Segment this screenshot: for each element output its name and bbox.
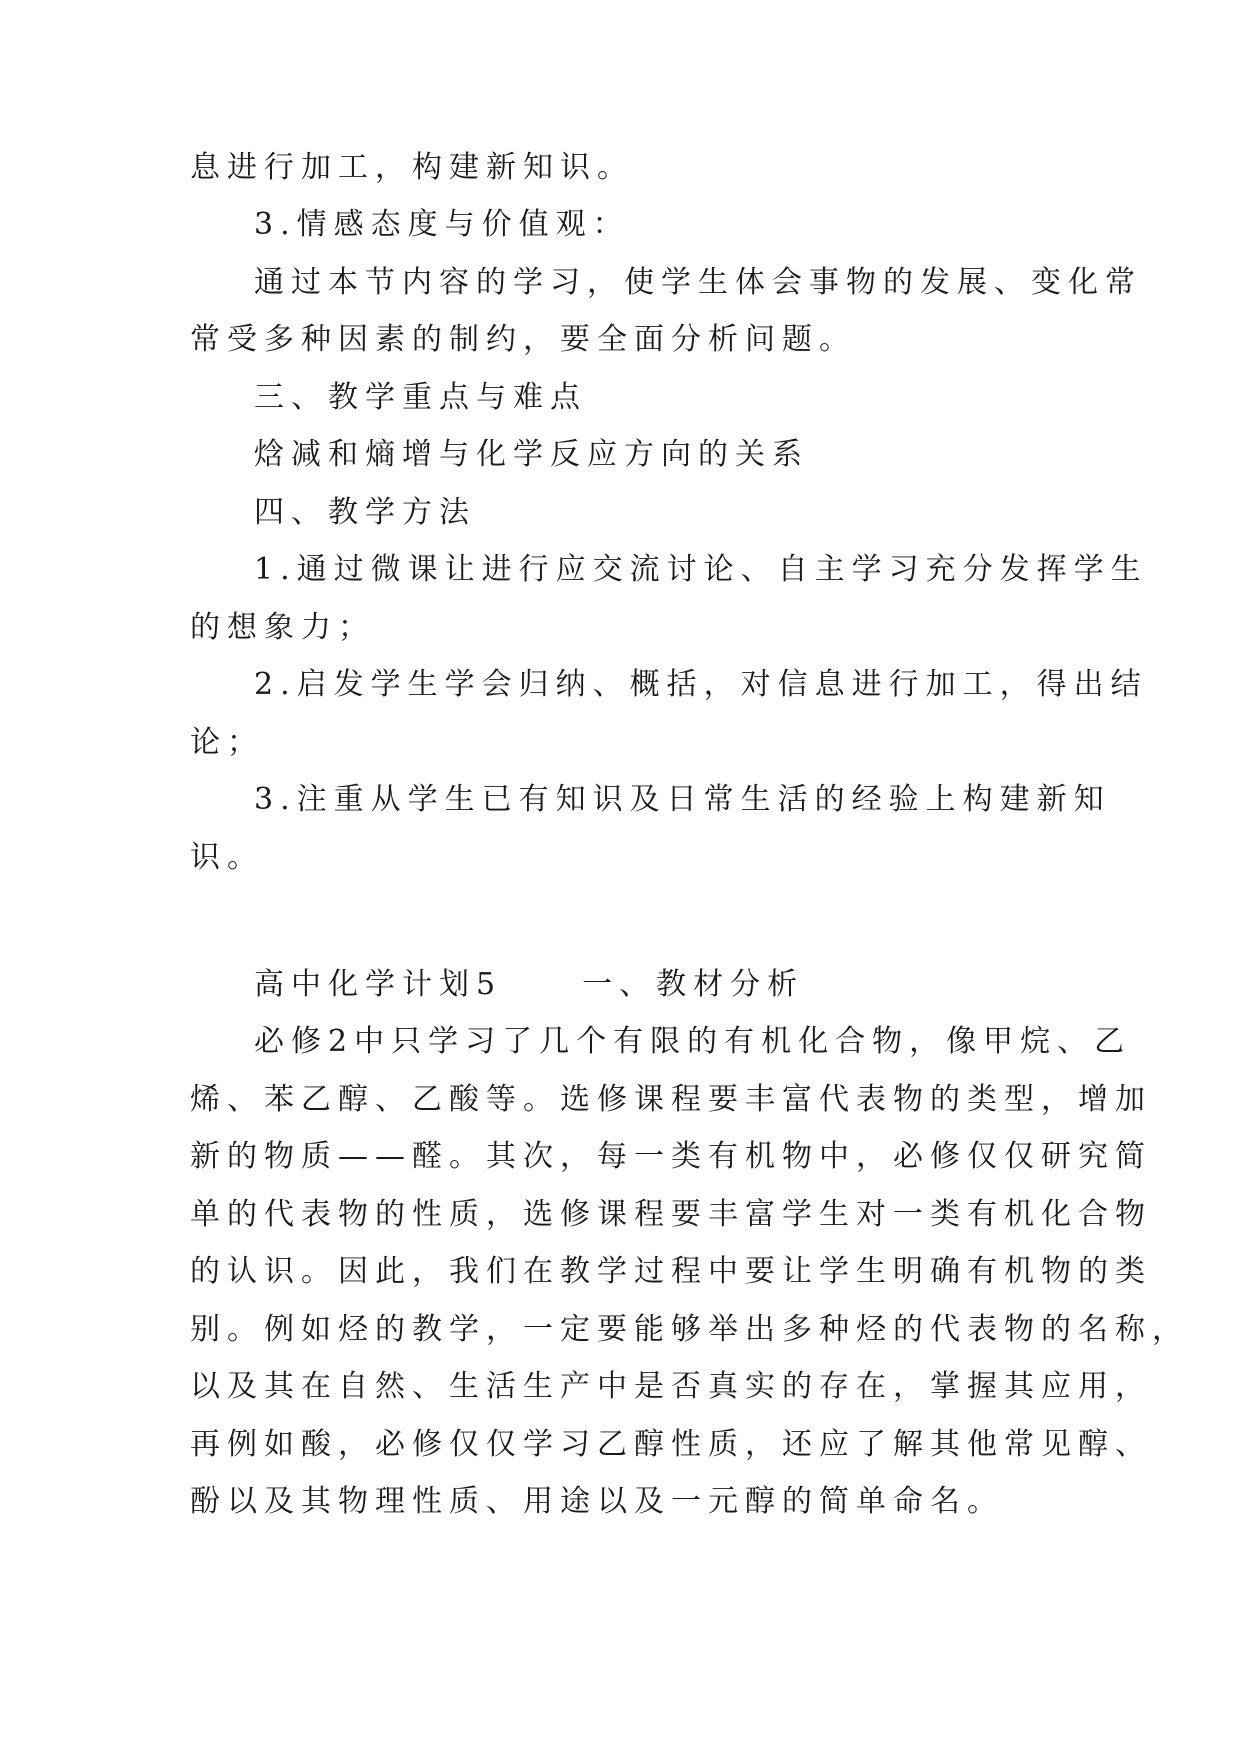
text-line: 3.注重从学生已有知识及日常生活的经验上构建新知 bbox=[254, 782, 1111, 817]
text-line: 焓减和熵增与化学反应方向的关系 bbox=[254, 437, 809, 472]
text-line: 3.情感态度与价值观： bbox=[254, 207, 630, 242]
paragraph-line: 的认识。因此，我们在教学过程中要让学生明确有机物的类 bbox=[190, 1254, 1152, 1289]
paragraph-line: 必修2中只学习了几个有限的有机化合物，像甲烷、乙 bbox=[254, 1024, 1132, 1059]
paragraph-line: 单的代表物的性质，选修课程要丰富学生对一类有机化合物 bbox=[190, 1197, 1152, 1232]
text-line: 2.启发学生学会归纳、概括，对信息进行加工，得出结 bbox=[254, 667, 1148, 702]
plan-title-text: 高中化学计划5 bbox=[254, 967, 503, 1002]
text-line: 论； bbox=[190, 725, 264, 760]
text-line: 息进行加工，构建新知识。 bbox=[190, 150, 634, 185]
text-line: 识。 bbox=[190, 840, 264, 875]
paragraph-line: 新的物质——醛。其次，每一类有机物中，必修仅仅研究简 bbox=[190, 1139, 1152, 1174]
paragraph-line: 再例如酸，必修仅仅学习乙醇性质，还应了解其他常见醇、 bbox=[190, 1427, 1152, 1462]
section-heading: 三、教学重点与难点 bbox=[254, 380, 587, 415]
plan-title bbox=[254, 965, 804, 1005]
paragraph-line: 以及其在自然、生活生产中是否真实的存在，掌握其应用， bbox=[190, 1369, 1152, 1404]
plan-subtitle: 一、教材分析 bbox=[582, 967, 805, 1002]
paragraph-line: 烯、苯乙醇、乙酸等。选修课程要丰富代表物的类型，增加 bbox=[190, 1082, 1152, 1117]
paragraph-line: 酚以及其物理性质、用途以及一元醇的简单命名。 bbox=[190, 1484, 1004, 1519]
text-line: 1.通过微课让进行应交流讨论、自主学习充分发挥学生 bbox=[254, 552, 1148, 587]
text-line: 通过本节内容的学习，使学生体会事物的发展、变化常 bbox=[254, 265, 1142, 300]
text-line: 的想象力； bbox=[190, 610, 375, 645]
paragraph-line: 别。例如烃的教学，一定要能够举出多种烃的代表物的名称， bbox=[190, 1312, 1189, 1347]
section-heading: 四、教学方法 bbox=[254, 495, 476, 530]
text-line: 常受多种因素的制约，要全面分析问题。 bbox=[190, 322, 856, 357]
